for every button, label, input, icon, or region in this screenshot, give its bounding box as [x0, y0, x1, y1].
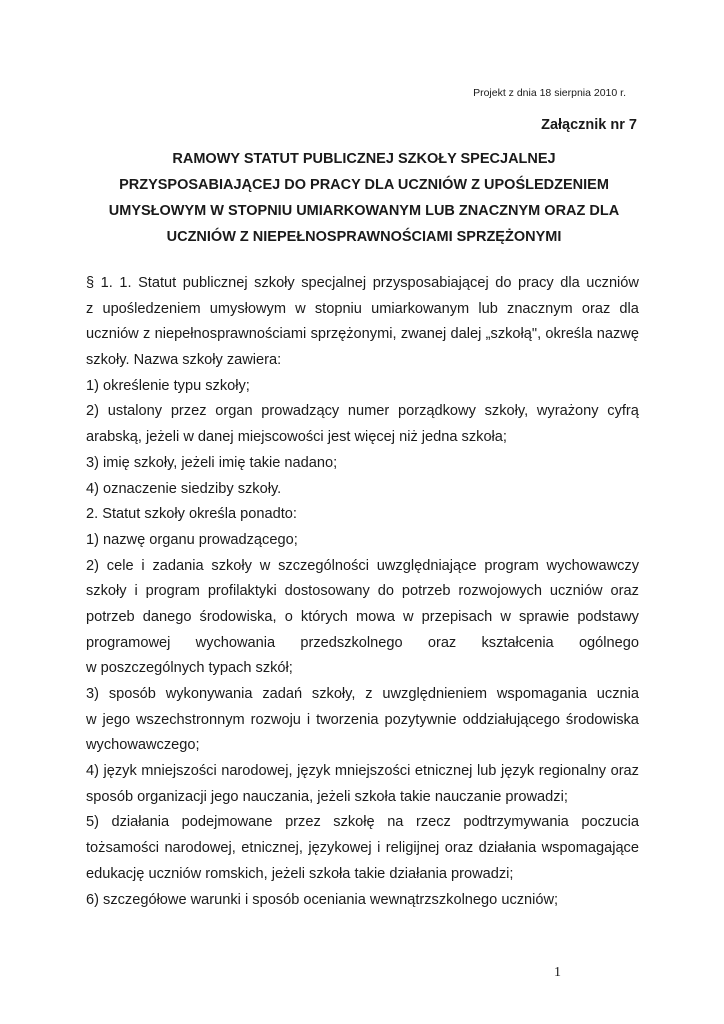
- project-date: Projekt z dnia 18 sierpnia 2010 r.: [473, 87, 626, 99]
- annex-label: Załącznik nr 7: [541, 117, 637, 133]
- title-line: UCZNIÓW Z NIEPEŁNOSPRAWNOŚCIAMI SPRZĘŻONYMI: [166, 229, 562, 245]
- body-line: potrzeb danego środowiska, o których mowa w przepisach w sprawie podstawy: [86, 608, 639, 625]
- body-line: 5) działania podejmowane przez szkołę na rzecz podtrzymywania poczucia: [86, 814, 639, 831]
- body-line: 1) nazwę organu prowadzącego;: [86, 531, 298, 548]
- body-line: 2. Statut szkoły określa ponadto:: [86, 506, 297, 523]
- body-line: programowej wychowania przedszkolnego oraz kształcenia ogólnego: [86, 634, 639, 651]
- body-line: arabską, jeżeli w danej miejscowości jest więcej niż jedna szkoła;: [86, 429, 507, 446]
- body-line: uczniów z niepełnosprawnościami sprzężonymi, zwanej dalej „szkołą", określa nazwę: [86, 326, 639, 343]
- body-line: szkoły. Nazwa szkoły zawiera:: [86, 352, 282, 369]
- body-line: tożsamości narodowej, etnicznej, językowej i religijnej oraz działania wspomagające: [86, 840, 639, 857]
- title-line: PRZYSPOSABIAJĄCEJ DO PRACY DLA UCZNIÓW Z UPOŚLEDZENIEM: [119, 177, 609, 193]
- body-line: w jego wszechstronnym rozwoju i tworzenia pozytywnie oddziałującego środowiska: [86, 711, 639, 728]
- body-line: 3) sposób wykonywania zadań szkoły, z uwzględnieniem wspomagania ucznia: [86, 686, 639, 702]
- body-line: w poszczególnych typach szkół;: [86, 660, 293, 677]
- title-line: RAMOWY STATUT PUBLICZNEJ SZKOŁY SPECJALNEJ: [172, 151, 556, 167]
- body-line: z upośledzeniem umysłowym w stopniu umiarkowanym lub znacznym oraz dla: [86, 300, 639, 317]
- title-line: UMYSŁOWYM W STOPNIU UMIARKOWANYM LUB ZNACZNYM ORAZ DLA: [108, 203, 620, 219]
- document-title: [80, 146, 648, 250]
- body-line: 1) określenie typu szkoły;: [86, 377, 250, 394]
- body-line: edukację uczniów romskich, jeżeli szkoła takie działania prowadzi;: [86, 865, 514, 882]
- body-line: sposób organizacji jego nauczania, jeżeli szkoła takie nauczanie prowadzi;: [86, 788, 568, 805]
- body-line: 2) cele i zadania szkoły w szczególności uwzględniające program wychowawczy: [86, 557, 639, 574]
- page-number: 1: [554, 965, 561, 980]
- body-line: 3) imię szkoły, jeżeli imię takie nadano;: [86, 454, 338, 471]
- body-line: 6) szczegółowe warunki i sposób oceniania wewnątrzszkolnego uczniów;: [86, 891, 559, 908]
- body-line: 4) oznaczenie siedziby szkoły.: [86, 480, 282, 497]
- body-line: § 1. 1. Statut publicznej szkoły specjalnej przysposabiającej do pracy dla uczniów: [86, 275, 639, 291]
- body-line: wychowawczego;: [86, 737, 200, 754]
- body-line: szkoły i program profilaktyki dostosowany do potrzeb rozwojowych uczniów oraz: [86, 583, 639, 600]
- body-line: 4) język mniejszości narodowej, język mniejszości etnicznej lub język regionalny oraz: [86, 763, 639, 780]
- document-body: [86, 271, 639, 913]
- body-line: 2) ustalony przez organ prowadzący numer porządkowy szkoły, wyrażony cyfrą: [86, 403, 639, 420]
